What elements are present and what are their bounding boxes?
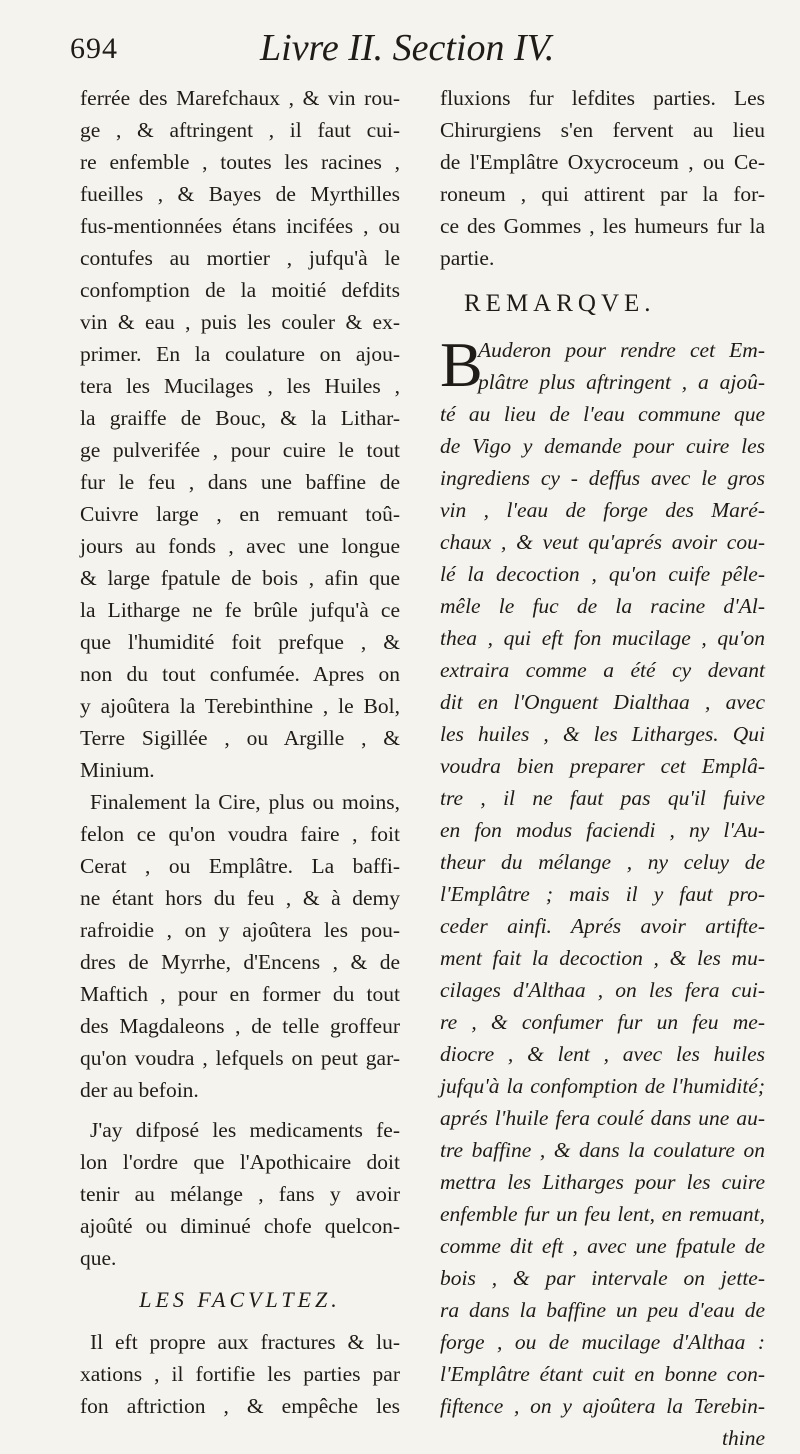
text-line: mêle le fuc de la racine d'Al-	[440, 594, 765, 618]
text-line: fiftence , on y ajoûtera la Terebin-	[440, 1394, 765, 1418]
text-line: enfemble fur un feu lent, en remuant,	[440, 1202, 765, 1226]
text-line: qu'on voudra , lefquels on peut gar-	[80, 1046, 400, 1070]
remarque-body	[440, 398, 765, 1422]
text-line: ceder ainfi. Aprés avoir artifte-	[440, 914, 765, 938]
paragraph-3	[80, 1114, 400, 1274]
text-line: bois , & par intervale on jette-	[440, 1266, 765, 1290]
text-line: re , & confumer fur un feu me-	[440, 1010, 765, 1034]
text-line: Terre Sigillée , ou Argille , &	[80, 726, 400, 750]
text-line: té au lieu de l'eau commune que	[440, 402, 765, 426]
text-line: confomption de la moitié defdits	[80, 278, 400, 302]
text-line: diocre , & lent , avec les huiles	[440, 1042, 765, 1066]
text-line: des Magdaleons , de telle groffeur	[80, 1014, 400, 1038]
text-line: ferrée des Marefchaux , & vin rou-	[80, 86, 400, 110]
text-line: tera les Mucilages , les Huiles ,	[80, 374, 400, 398]
text-line: ment fait la decoction , & les mu-	[440, 946, 765, 970]
drop-cap: B	[440, 329, 483, 400]
text-line: de Vigo y demande pour cuire les	[440, 434, 765, 458]
text-line: lon l'ordre que l'Apothicaire doit	[80, 1150, 400, 1174]
text-line: ra dans la baffine un peu d'eau de	[440, 1298, 765, 1322]
text-line: vin & eau , puis les couler & ex-	[80, 310, 400, 334]
text-line: jours au fonds , avec une longue	[80, 534, 400, 558]
left-column	[80, 82, 400, 1422]
text-line: voudra bien preparer cet Emplâ-	[440, 754, 765, 778]
paragraph-4	[80, 1326, 400, 1422]
text-line: plâtre plus aftringent , a ajoû-	[478, 370, 765, 394]
text-line: roneum , qui attirent par la for-	[440, 182, 765, 206]
text-line: xations , il fortifie les parties par	[80, 1362, 400, 1386]
text-line: ne étant hors du feu , & à demy	[80, 886, 400, 910]
text-line: Minium.	[80, 758, 155, 782]
paragraph-continuation	[440, 82, 765, 274]
text-line: mettra les Litharges pour les cuire	[440, 1170, 765, 1194]
paragraph-2	[80, 786, 400, 1106]
text-line: ingrediens cy - deffus avec le gros	[440, 466, 765, 490]
section-heading-remarque: REMARQVE.	[464, 290, 656, 317]
text-line: fus-mentionnées étans incifées , ou	[80, 214, 400, 238]
remarque-opening	[440, 329, 765, 400]
text-line: der au befoin.	[80, 1078, 199, 1102]
text-line: que l'humidité foit prefque , &	[80, 630, 400, 654]
text-line: la graiffe de Bouc, & la Lithar-	[80, 406, 400, 430]
text-line: theur du mélange , ny celuy de	[440, 850, 765, 874]
text-line: la Litharge ne fe brûle jufqu'à ce	[80, 598, 400, 622]
text-line: Chirurgiens s'en fervent au lieu	[440, 118, 765, 142]
text-line: Cuivre large , en remuant toû-	[80, 502, 400, 526]
text-line: dit en l'Onguent Dialthaa , avec	[440, 690, 765, 714]
section-heading-facultez: LES FACVLTEZ.	[139, 1287, 341, 1312]
text-line: ce des Gommes , les humeurs fur la	[440, 214, 765, 238]
text-line: & large fpatule de bois , afin que	[80, 566, 400, 590]
text-line: re enfemble , toutes les racines ,	[80, 150, 400, 174]
text-line: non du tout confumée. Apres on	[80, 662, 400, 686]
text-line: fluxions fur lefdites parties. Les	[440, 86, 765, 110]
text-line: vin , l'eau de forge des Maré-	[440, 498, 765, 522]
text-line: thea , qui eft fon mucilage , qu'on	[440, 626, 765, 650]
text-line: Finalement la Cire, plus ou moins,	[90, 790, 400, 814]
text-line: tre , il ne faut pas qu'il fuive	[440, 786, 765, 810]
text-line: primer. En la coulature on ajou-	[80, 342, 400, 366]
text-line: les huiles , & les Litharges. Qui	[440, 722, 765, 746]
text-line: Il eft propre aux fractures & lu-	[90, 1330, 400, 1354]
text-line: forge , ou de mucilage d'Althaa :	[440, 1330, 765, 1354]
text-line: ge pulverifée , pour cuire le tout	[80, 438, 400, 462]
text-line: cilages d'Althaa , on les fera cui-	[440, 978, 765, 1002]
text-line: y ajoûtera la Terebinthine , le Bol,	[80, 694, 400, 718]
catchword: thine	[722, 1426, 765, 1450]
text-line: l'Emplâtre ; mais il y faut pro-	[440, 882, 765, 906]
paragraph-1	[80, 82, 400, 786]
text-line: aprés l'huile fera coulé dans une au-	[440, 1106, 765, 1130]
text-line: de l'Emplâtre Oxycroceum , ou Ce-	[440, 150, 765, 174]
text-line: Cerat , ou Emplâtre. La baffi-	[80, 854, 400, 878]
text-line: tenir au mélange , fans y avoir	[80, 1182, 400, 1206]
text-line: fon aftriction , & empêche les	[80, 1394, 400, 1418]
right-column	[440, 82, 765, 1454]
text-line: comme dit eft , avec une fpatule de	[440, 1234, 765, 1258]
text-line: rafroidie , on y ajoûtera les pou-	[80, 918, 400, 942]
text-line: ajoûté ou diminué chofe quelcon-	[80, 1214, 400, 1238]
text-line: en fon modus faciendi , ny l'Au-	[440, 818, 765, 842]
text-line: lé la decoction , qu'on cuife pêle-	[440, 562, 765, 586]
text-line: fueilles , & Bayes de Myrthilles	[80, 182, 400, 206]
page-number: 694	[70, 32, 118, 65]
text-line: contufes au mortier , jufqu'à le	[80, 246, 400, 270]
text-line: felon ce qu'on voudra faire , foit	[80, 822, 400, 846]
text-line: chaux , & veut qu'aprés avoir cou-	[440, 530, 765, 554]
text-line: tre baffine , & dans la coulature on	[440, 1138, 765, 1162]
text-line: partie.	[440, 246, 495, 270]
text-line: ge , & aftringent , il faut cui-	[80, 118, 400, 142]
text-line: jufqu'à la confomption de l'humidité;	[440, 1074, 765, 1098]
text-line: Auderon pour rendre cet Em-	[478, 338, 765, 362]
text-line: Maftich , pour en former du tout	[80, 982, 400, 1006]
text-line: fur le feu , dans une baffine de	[80, 470, 400, 494]
running-head: Livre II. Section IV.	[260, 27, 555, 69]
text-line: extraira comme a été cy devant	[440, 658, 765, 682]
page-header	[70, 26, 770, 76]
text-line: l'Emplâtre étant cuit en bonne con-	[440, 1362, 765, 1386]
text-line: J'ay difposé les medicaments fe-	[90, 1118, 400, 1142]
text-line: dres de Myrrhe, d'Encens , & de	[80, 950, 400, 974]
text-line: que.	[80, 1246, 117, 1270]
